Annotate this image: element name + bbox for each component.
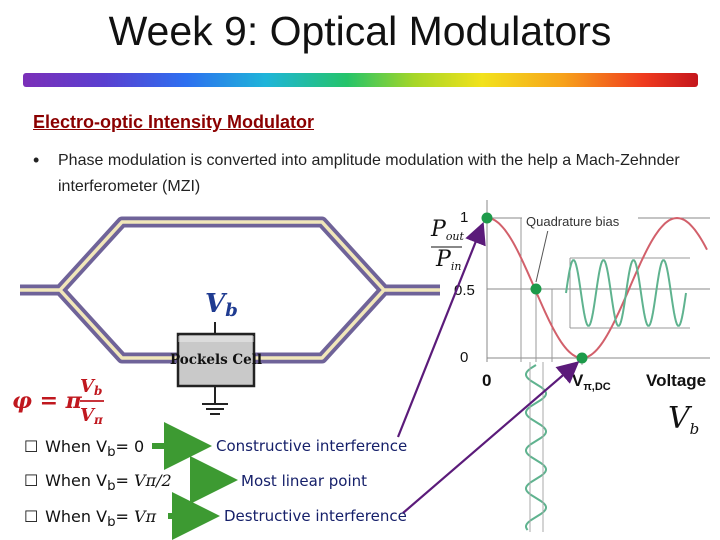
point-min: [577, 353, 588, 364]
condition-3-prefix: When V: [45, 507, 108, 526]
svg-text:Pin: Pin: [436, 247, 462, 273]
condition-1-prefix: When V: [45, 437, 108, 456]
checkbox-icon: ☐: [24, 471, 39, 490]
checkbox-icon: ☐: [24, 507, 39, 526]
phase-equation: [12, 376, 104, 427]
checkbox-icon: ☐: [24, 437, 39, 456]
svg-text:Pout: Pout: [431, 217, 464, 243]
condition-3-sub: b: [107, 515, 116, 531]
condition-2-prefix: When V: [45, 471, 108, 490]
mzi-voltage-main: V: [205, 289, 226, 319]
mzi-voltage-label: [205, 289, 238, 321]
condition-1: [24, 437, 144, 460]
condition-1-value: 0: [134, 437, 145, 456]
transfer-plot: [482, 200, 711, 532]
phase-equation-lhs: φ = π: [12, 388, 82, 414]
condition-1-sub: b: [107, 445, 116, 461]
condition-2-eq: =: [115, 471, 135, 490]
y-tick-0: 0: [460, 349, 469, 366]
bullet-text: Phase modulation is converted into amplitude modulation with the help a Mach-Zehnder interferometer (MZI): [58, 152, 680, 195]
x-tick-0: 0: [482, 371, 492, 390]
phase-equation-den: Vπ: [80, 405, 103, 427]
result-constructive: Constructive interference: [216, 437, 408, 455]
condition-3-eq: =: [115, 507, 135, 526]
y-tick-05: 0.5: [454, 282, 475, 299]
vb-axis-symbol: $V_b$: [668, 401, 700, 438]
result-linear: Most linear point: [241, 472, 368, 490]
x-axis-label: Voltage: [646, 371, 707, 390]
page-title: Week 9: Optical Modulators: [108, 8, 612, 54]
condition-2-sub: b: [107, 479, 116, 495]
condition-3: [24, 507, 156, 530]
point-max: [482, 213, 493, 224]
point-quadrature: [531, 284, 542, 295]
output-sine: [566, 260, 686, 326]
y-tick-1: 1: [460, 209, 469, 226]
mzi-voltage-sub: b: [225, 300, 238, 321]
result-destructive: Destructive interference: [224, 507, 407, 525]
phase-equation-num: Vb: [80, 376, 103, 398]
condition-3-value: Vπ: [134, 507, 157, 526]
condition-2: [24, 471, 172, 494]
pockels-cell: [178, 322, 254, 414]
condition-2-value: Vπ/2: [134, 471, 172, 490]
bullet-icon: •: [33, 150, 40, 170]
quadrature-bias-label: Quadrature bias: [526, 214, 620, 229]
vpi-dc-label: $V_{\pi,DC}$: [572, 371, 611, 393]
condition-1-eq: =: [115, 437, 135, 456]
pockels-cell-label: Pockels Cell: [170, 352, 262, 368]
section-heading: Electro-optic Intensity Modulator: [33, 112, 315, 132]
